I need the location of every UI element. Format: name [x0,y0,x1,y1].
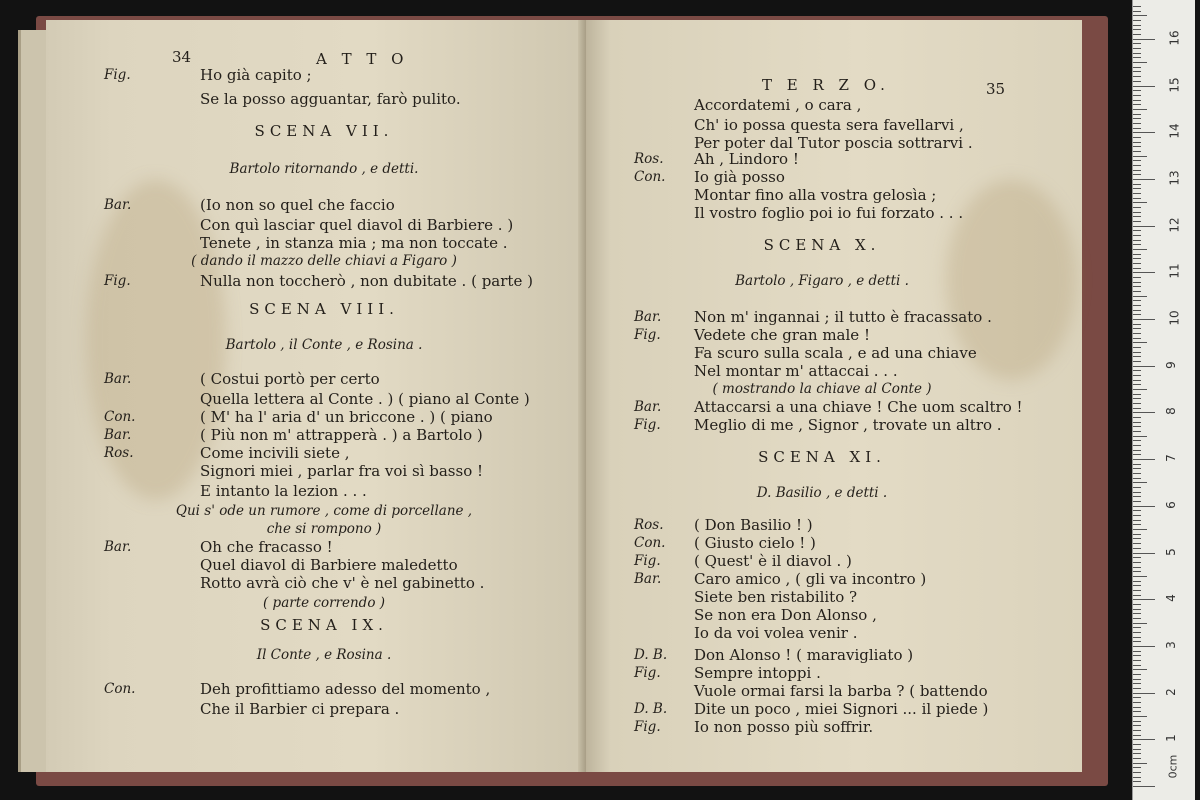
ruler-tick [1133,384,1141,385]
ruler-tick [1133,426,1141,427]
speaker-label: Con. [104,409,136,425]
ruler-tick [1133,212,1141,213]
stage-direction: Il Conte , e Rosina . [256,647,392,663]
ruler-unit-label: 0cm [1166,754,1180,779]
dialogue-line: Caro amico , ( gli va incontro ) [694,570,927,588]
ruler-tick [1133,235,1141,236]
stage-direction: ( dando il mazzo delle chiavi a Figaro ) [191,253,457,269]
right-page [586,20,1082,772]
dialogue-line: Quella lettera al Conte . ) ( piano al Conte ) [200,390,530,408]
ruler-tick [1133,128,1141,129]
ruler-tick [1133,585,1141,586]
ruler-number: 6 [1163,500,1178,509]
ruler-tick [1133,76,1141,77]
dialogue-line: Oh che fracasso ! [200,538,333,556]
ruler-tick [1133,71,1141,72]
ruler-tick [1133,347,1141,348]
speaker-label: Fig. [634,719,661,735]
ruler-tick [1133,445,1141,446]
ruler-tick [1133,226,1155,227]
speaker-label: Bar. [634,571,662,587]
scene-heading: SCENA IX. [260,616,388,634]
dialogue-line: Se non era Don Alonso , [694,606,877,624]
ruler-tick [1133,744,1141,745]
ruler-tick [1133,468,1141,469]
ruler-tick [1133,403,1141,404]
ruler-tick [1133,730,1141,731]
ruler-tick [1133,263,1141,264]
stage-direction: Qui s' ode un rumore , come di porcellane , [175,503,473,519]
scene-heading: SCENA VIII. [249,300,399,318]
dialogue-line: Signori miei , parlar fra voi sì basso ! [200,462,484,480]
ruler-tick [1133,170,1141,171]
ruler-tick [1133,48,1141,49]
ruler-tick [1133,581,1141,582]
ruler-tick [1133,543,1141,544]
ruler-tick [1133,109,1147,110]
ruler-tick [1133,342,1147,343]
speaker-label: Fig. [634,417,661,433]
dialogue-line: ( Più non m' attrapperà . ) a Bartolo ) [200,426,483,444]
ruler-tick [1133,319,1155,320]
dialogue-line: Fa scuro sulla scala , e ad una chiave [694,344,977,362]
stage-direction: che si rompono ) [266,521,382,537]
ruler-tick [1133,90,1141,91]
speaker-label: Con. [104,681,136,697]
dialogue-line: Io già posso [694,168,785,186]
ruler-tick [1133,641,1141,642]
dialogue-line: Meglio di me , Signor , trovate un altro . [694,416,1002,434]
left-page [46,20,586,772]
ruler-tick [1133,314,1141,315]
ruler-tick [1133,43,1141,44]
ruler-tick [1133,683,1141,684]
ruler-tick [1133,198,1141,199]
ruler-tick [1133,62,1147,63]
ruler-tick [1133,716,1147,717]
ruler-tick [1133,501,1141,502]
ruler-tick [1133,268,1141,269]
ruler-tick [1133,272,1155,273]
dialogue-line: Quel diavol di Barbiere maledetto [200,556,458,574]
dialogue-line: Come incivili siete , [200,444,350,462]
stage-direction: ( mostrando la chiave al Conte ) [712,381,932,397]
ruler-tick [1133,6,1141,7]
ruler-tick [1133,370,1141,371]
dialogue-line: Nulla non toccherò , non dubitate . ( parte ) [200,272,533,290]
dialogue-line: Nel montar m' attaccai . . . [694,362,898,380]
ruler-tick [1133,632,1141,633]
ruler-tick [1133,660,1141,661]
page-number-right: 35 [986,80,1006,98]
ruler-tick [1133,538,1141,539]
ruler-number: 15 [1167,76,1182,93]
speaker-label: Bar. [104,427,132,443]
ruler-tick [1133,520,1141,521]
ruler-tick [1133,156,1147,157]
dialogue-line: Ah , Lindoro ! [694,150,799,168]
speaker-label: Bar. [104,539,132,555]
stage-direction: Bartolo , Figaro , e detti . [735,273,909,289]
ruler-tick [1133,412,1155,413]
ruler-tick [1133,193,1141,194]
ruler-tick [1133,184,1141,185]
ruler-tick [1133,240,1141,241]
ruler-tick [1133,571,1141,572]
ruler-tick [1133,487,1141,488]
ruler-tick [1133,473,1141,474]
ruler-number: 12 [1167,216,1182,233]
ruler-tick [1133,496,1141,497]
ruler-tick [1133,258,1141,259]
ruler-tick [1133,758,1141,759]
ruler-tick [1133,524,1141,525]
stage-direction: ( parte correndo ) [262,595,386,611]
dialogue-line: Non m' ingannai ; il tutto è fracassato . [694,308,992,326]
ruler-tick [1133,753,1141,754]
ruler-tick [1133,669,1147,670]
ruler-tick [1133,772,1141,773]
ruler-tick [1133,328,1141,329]
dialogue-line: ( Giusto cielo ! ) [694,534,816,552]
ruler-tick [1133,436,1147,437]
ruler-tick [1133,249,1147,250]
ruler-tick [1133,735,1141,736]
ruler-tick [1133,417,1141,418]
ruler-tick [1133,394,1141,395]
ruler-tick [1133,207,1141,208]
ruler-tick [1133,492,1141,493]
ruler-tick [1133,142,1141,143]
ruler-tick [1133,188,1141,189]
dialogue-line: Accordatemi , o cara , [694,96,862,114]
ruler-tick [1133,665,1141,666]
ruler-tick [1133,123,1141,124]
ruler-tick [1133,688,1141,689]
ruler-tick [1133,25,1141,26]
ruler-tick [1133,286,1141,287]
ruler-tick [1133,739,1155,740]
ruler-tick [1133,482,1147,483]
ruler-tick [1133,305,1141,306]
ruler-tick [1133,655,1141,656]
ruler-number: 16 [1167,30,1182,46]
dialogue-line: Con quì lasciar quel diavol di Barbiere . ) [200,216,514,234]
stage-direction: Bartolo ritornando , e detti. [229,161,419,177]
ruler-tick [1133,506,1155,507]
dialogue-line: Sempre intoppi . [694,664,821,682]
ruler-tick [1133,767,1141,768]
ruler-tick [1133,216,1141,217]
ruler-tick [1133,674,1141,675]
ruler-tick [1133,637,1141,638]
ruler-tick [1133,707,1141,708]
ruler-number: 10 [1167,310,1182,326]
ruler-tick [1133,454,1141,455]
speaker-label: Con. [634,169,666,185]
ruler-tick [1133,254,1141,255]
speaker-label: Fig. [634,327,661,343]
ruler-tick [1133,29,1141,30]
speaker-label: Ros. [634,151,664,167]
ruler-tick [1133,613,1141,614]
dialogue-line: Attaccarsi a una chiave ! Che uom scaltro ! [694,398,1023,416]
ruler-tick [1133,282,1141,283]
ruler-tick [1133,553,1155,554]
ruler-tick [1133,86,1155,87]
ruler-tick [1133,244,1141,245]
stage-direction: Bartolo , il Conte , e Rosina . [225,337,423,353]
ruler-tick [1133,408,1141,409]
dialogue-line: Dite un poco , miei Signori ... il piede ) [694,700,989,718]
ruler-tick [1133,562,1141,563]
speaker-label: D. B. [634,701,668,717]
ruler-tick [1133,277,1141,278]
dialogue-line: Che il Barbier ci prepara . [200,700,400,718]
dialogue-line: Siete ben ristabilito ? [694,588,858,606]
speaker-label: Fig. [104,67,131,83]
ruler-tick [1133,20,1141,21]
ruler-tick [1133,338,1141,339]
ruler-tick [1133,777,1141,778]
stage-direction: D. Basilio , e detti . [756,485,888,501]
ruler-tick [1133,459,1155,460]
ruler-tick [1133,300,1141,301]
ruler-number: 3 [1163,641,1178,649]
speaker-label: Ros. [104,445,134,461]
dialogue-line: ( M' ha l' aria d' un briccone . ) ( piano [200,408,493,426]
ruler-tick [1133,576,1147,577]
ruler-tick [1133,296,1147,297]
dialogue-line: Io non posso più soffrir. [694,718,874,736]
ruler-tick [1133,310,1141,311]
ruler-tick [1133,174,1141,175]
ruler-tick [1133,604,1141,605]
dialogue-line: Deh profittiamo adesso del momento , [200,680,491,698]
ruler-tick [1133,95,1141,96]
ruler-tick [1133,39,1155,40]
ruler-tick [1133,548,1141,549]
ruler-tick [1133,15,1147,16]
ruler-number: 14 [1167,123,1182,139]
ruler-tick [1133,380,1141,381]
ruler-number: 13 [1167,170,1182,186]
dialogue-line: Vedete che gran male ! [694,326,870,344]
dialogue-line: ( Quest' è il diavol . ) [694,552,852,570]
ruler-tick [1133,557,1141,558]
ruler-tick [1133,781,1141,782]
dialogue-line: Vuole ormai farsi la barba ? ( battendo [694,682,988,700]
ruler-tick [1133,366,1155,367]
ruler-tick [1133,291,1141,292]
ruler-tick [1133,679,1141,680]
ruler-tick [1133,595,1141,596]
dialogue-line: (Io non so quel che faccio [200,196,395,214]
ruler-tick [1133,67,1141,68]
speaker-label: Bar. [104,197,132,213]
ruler-number: 5 [1163,547,1178,556]
dialogue-line: Se la posso agguantar, farò pulito. [200,90,461,108]
dialogue-line: ( Don Basilio ! ) [694,516,813,534]
running-head-left: A T T O [316,50,409,68]
ruler-number: 2 [1163,687,1178,696]
scene-heading: SCENA VII. [254,122,394,140]
measurement-ruler [1132,0,1195,800]
ruler-number: 1 [1163,734,1178,743]
ruler-tick [1133,53,1141,54]
ruler-tick [1133,352,1141,353]
ruler-tick [1133,398,1141,399]
ruler-tick [1133,702,1141,703]
ruler-tick [1133,450,1141,451]
dialogue-line: Ho già capito ; [200,66,312,84]
ruler-tick [1133,440,1141,441]
speaker-label: Ros. [634,517,664,533]
ruler-tick [1133,324,1141,325]
dialogue-line: E intanto la lezion . . . [200,482,367,500]
speaker-label: Fig. [104,273,131,289]
ruler-tick [1133,118,1141,119]
ruler-tick [1133,599,1155,600]
speaker-label: Con. [634,535,666,551]
ruler-tick [1133,749,1141,750]
ruler-tick [1133,356,1141,357]
ruler-tick [1133,100,1141,101]
ruler-tick [1133,104,1141,105]
scene-heading: SCENA X. [763,236,881,254]
ruler-tick [1133,693,1155,694]
ruler-tick [1133,137,1141,138]
ruler-tick [1133,763,1147,764]
ruler-tick [1133,361,1141,362]
ruler-tick [1133,651,1141,652]
ruler-tick [1133,697,1141,698]
dialogue-line: Io da voi volea venir . [694,624,858,642]
ruler-tick [1133,725,1141,726]
ruler-number: 11 [1167,263,1182,279]
ruler-tick [1133,202,1147,203]
ruler-tick [1133,389,1147,390]
ruler-tick [1133,34,1141,35]
ruler-tick [1133,515,1141,516]
dialogue-line: Rotto avrà ciò che v' è nel gabinetto . [200,574,485,592]
ruler-tick [1133,529,1147,530]
ruler-tick [1133,618,1141,619]
ruler-tick [1133,609,1141,610]
ruler-tick [1133,333,1141,334]
speaker-label: Bar. [104,371,132,387]
dialogue-line: Tenete , in stanza mia ; ma non toccate . [200,234,508,252]
ruler-tick [1133,11,1141,12]
speaker-label: Fig. [634,665,661,681]
ruler-tick [1133,179,1155,180]
page-number-left: 34 [172,48,192,66]
ruler-tick [1133,627,1141,628]
ruler-tick [1133,567,1141,568]
running-head-right: T E R Z O. [762,76,890,94]
speaker-label: Bar. [634,309,662,325]
ruler-tick [1133,786,1155,787]
ruler-tick [1133,375,1141,376]
ruler-number: 9 [1163,360,1178,369]
ruler-tick [1133,160,1141,161]
dialogue-line: Montar fino alla vostra gelosìa ; [694,186,937,204]
ruler-tick [1133,711,1141,712]
ruler-number: 8 [1163,407,1178,416]
speaker-label: Fig. [634,553,661,569]
ruler-number: 4 [1163,594,1178,603]
speaker-label: D. B. [634,647,668,663]
ruler-tick [1133,464,1141,465]
dialogue-line: Per poter dal Tutor poscia sottrarvi . [694,134,973,152]
ruler-tick [1133,81,1141,82]
dialogue-line: Don Alonso ! ( maravigliato ) [694,646,914,664]
dialogue-line: Ch' io possa questa sera favellarvi , [694,116,964,134]
ruler-tick [1133,57,1141,58]
ruler-tick [1133,114,1141,115]
ruler-number: 7 [1163,454,1178,462]
ruler-tick [1133,431,1141,432]
ruler-tick [1133,721,1141,722]
dialogue-line: ( Costui portò per certo [200,370,380,388]
ruler-tick [1133,646,1155,647]
ruler-tick [1133,132,1155,133]
speaker-label: Bar. [634,399,662,415]
ruler-tick [1133,230,1141,231]
ruler-tick [1133,422,1141,423]
ruler-tick [1133,510,1141,511]
ruler-tick [1133,534,1141,535]
ruler-tick [1133,165,1141,166]
ruler-tick [1133,151,1141,152]
ruler-tick [1133,221,1141,222]
ruler-tick [1133,623,1147,624]
ruler-tick [1133,146,1141,147]
dialogue-line: Il vostro foglio poi io fui forzato . . . [694,204,964,222]
ruler-tick [1133,590,1141,591]
scene-heading: SCENA XI. [758,448,886,466]
ruler-tick [1133,478,1141,479]
